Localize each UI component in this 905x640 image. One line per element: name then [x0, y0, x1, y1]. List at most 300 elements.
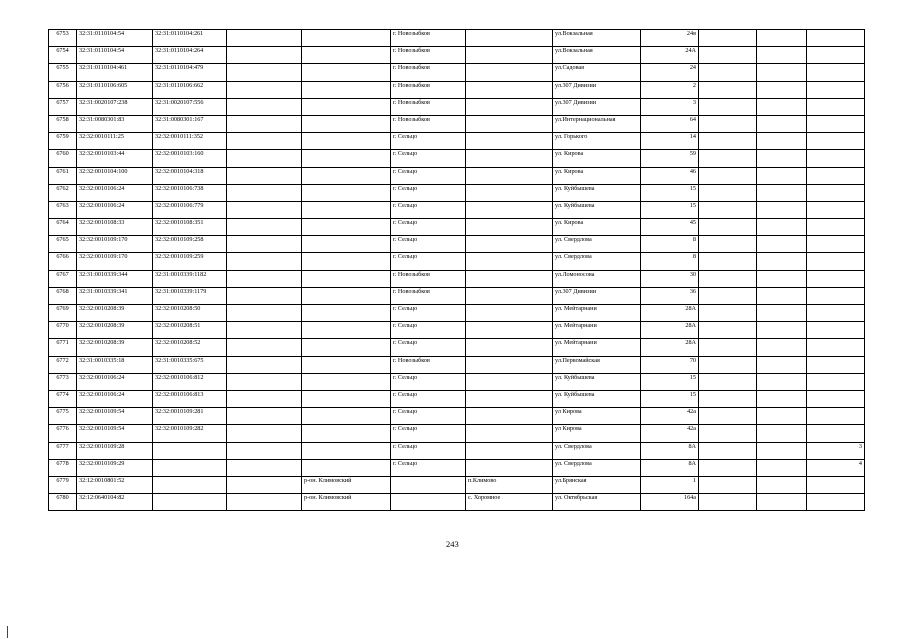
street-cell: ул.Брянская — [553, 476, 641, 493]
house-number-cell: 42а — [641, 408, 699, 425]
table-row — [49, 322, 865, 339]
settlement-cell: п.Климово — [466, 476, 553, 493]
settlement-cell — [466, 167, 553, 184]
cadastral-number-cell: 32:32:0010106:24 — [77, 390, 153, 407]
street-cell: ул. Мейтарнани — [553, 305, 641, 322]
object-cadastral-number-cell — [153, 459, 227, 476]
table-row — [49, 133, 865, 150]
object-cadastral-number-cell: 32:32:0010108:351 — [153, 219, 227, 236]
col-10-cell — [699, 373, 757, 390]
district-cell — [302, 459, 391, 476]
settlement-cell — [466, 305, 553, 322]
house-number-cell: 46 — [641, 167, 699, 184]
house-number-cell: 15 — [641, 184, 699, 201]
col-4-cell — [227, 373, 302, 390]
cadastral-number-cell: 32:32:0010106:24 — [77, 184, 153, 201]
col-10-cell — [699, 167, 757, 184]
cadastral-number-cell: 32:31:0010335:18 — [77, 356, 153, 373]
house-number-cell: 2 — [641, 81, 699, 98]
row-number-cell: 6772 — [49, 356, 77, 373]
street-cell: ул. Кирова — [553, 219, 641, 236]
col-10-cell — [699, 115, 757, 132]
object-cadastral-number-cell: 32:32:0010106:813 — [153, 390, 227, 407]
cadastral-number-cell: 32:32:0010106:24 — [77, 201, 153, 218]
col-4-cell — [227, 201, 302, 218]
settlement-cell — [466, 322, 553, 339]
district-cell — [302, 201, 391, 218]
house-number-cell: 1 — [641, 476, 699, 493]
col-11-cell — [757, 184, 807, 201]
row-number-cell: 6770 — [49, 322, 77, 339]
cadastral-number-cell: 32:31:0080301:83 — [77, 115, 153, 132]
col-4-cell — [227, 47, 302, 64]
settlement-cell — [466, 98, 553, 115]
object-cadastral-number-cell: 32:32:0010109:258 — [153, 236, 227, 253]
row-number-cell: 6753 — [49, 30, 77, 47]
street-cell: ул. Свердлова — [553, 253, 641, 270]
object-cadastral-number-cell — [153, 476, 227, 493]
city-cell: г. Сельцо — [391, 236, 466, 253]
col-11-cell — [757, 236, 807, 253]
cadastral-number-cell: 32:12:0010801:52 — [77, 476, 153, 493]
row-number-cell: 6756 — [49, 81, 77, 98]
object-cadastral-number-cell: 32:31:0010339:1182 — [153, 270, 227, 287]
col-4-cell — [227, 133, 302, 150]
row-number-cell: 6763 — [49, 201, 77, 218]
col-11-cell — [757, 322, 807, 339]
city-cell: г. Новозыбков — [391, 287, 466, 304]
cadastral-number-cell: 32:32:0010208:39 — [77, 339, 153, 356]
col-11-cell — [757, 494, 807, 511]
col-4-cell — [227, 270, 302, 287]
house-number-cell: 30 — [641, 270, 699, 287]
object-cadastral-number-cell — [153, 494, 227, 511]
cadastral-number-cell: 32:32:0010104:100 — [77, 167, 153, 184]
table-row — [49, 236, 865, 253]
col-11-cell — [757, 201, 807, 218]
col-12-cell — [807, 47, 865, 64]
col-10-cell — [699, 425, 757, 442]
district-cell — [302, 115, 391, 132]
street-cell: ул. Куйбышева — [553, 201, 641, 218]
cadastral-number-cell: 32:32:0010109:170 — [77, 236, 153, 253]
city-cell: г. Новозыбков — [391, 356, 466, 373]
house-number-cell: 36 — [641, 287, 699, 304]
cadastral-number-cell: 32:32:0010208:39 — [77, 322, 153, 339]
house-number-cell: 15 — [641, 390, 699, 407]
street-cell: ул. Свердлова — [553, 442, 641, 459]
object-cadastral-number-cell: 32:31:0110104:264 — [153, 47, 227, 64]
col-11-cell — [757, 408, 807, 425]
object-cadastral-number-cell: 32:32:0010111:352 — [153, 133, 227, 150]
table-row — [49, 201, 865, 218]
street-cell: ул.Садовая — [553, 64, 641, 81]
col-10-cell — [699, 476, 757, 493]
col-11-cell — [757, 442, 807, 459]
street-cell: ул. Кирова — [553, 150, 641, 167]
settlement-cell — [466, 184, 553, 201]
house-number-cell: 28А — [641, 339, 699, 356]
house-number-cell: 8А — [641, 442, 699, 459]
object-cadastral-number-cell: 32:31:0110106:662 — [153, 81, 227, 98]
row-number-cell: 6760 — [49, 150, 77, 167]
col-11-cell — [757, 98, 807, 115]
col-11-cell — [757, 115, 807, 132]
col-4-cell — [227, 356, 302, 373]
object-cadastral-number-cell: 32:31:0110104:479 — [153, 64, 227, 81]
settlement-cell — [466, 390, 553, 407]
table-row — [49, 270, 865, 287]
col-11-cell — [757, 64, 807, 81]
house-number-cell: 59 — [641, 150, 699, 167]
col-11-cell — [757, 305, 807, 322]
col-10-cell — [699, 236, 757, 253]
col-4-cell — [227, 339, 302, 356]
object-cadastral-number-cell: 32:32:0010208:52 — [153, 339, 227, 356]
col-11-cell — [757, 167, 807, 184]
object-cadastral-number-cell: 32:32:0010106:738 — [153, 184, 227, 201]
city-cell: г. Сельцо — [391, 150, 466, 167]
street-cell: ул Кирова — [553, 425, 641, 442]
street-cell: ул. Куйбышева — [553, 390, 641, 407]
district-cell — [302, 425, 391, 442]
object-cadastral-number-cell: 32:32:0010109:259 — [153, 253, 227, 270]
row-number-cell: 6778 — [49, 459, 77, 476]
col-4-cell — [227, 150, 302, 167]
object-cadastral-number-cell: 32:31:0010339:1179 — [153, 287, 227, 304]
object-cadastral-number-cell — [153, 442, 227, 459]
settlement-cell — [466, 64, 553, 81]
district-cell — [302, 47, 391, 64]
col-11-cell — [757, 81, 807, 98]
col-12-cell — [807, 373, 865, 390]
city-cell — [391, 494, 466, 511]
cadastral-number-cell: 32:32:0010208:39 — [77, 305, 153, 322]
col-12-cell — [807, 390, 865, 407]
table-row — [49, 287, 865, 304]
col-10-cell — [699, 201, 757, 218]
settlement-cell — [466, 425, 553, 442]
cadastral-number-cell: 32:32:0010106:24 — [77, 373, 153, 390]
city-cell: г. Сельцо — [391, 253, 466, 270]
col-12-cell — [807, 64, 865, 81]
col-12-cell — [807, 425, 865, 442]
city-cell: г. Сельцо — [391, 425, 466, 442]
col-12-cell — [807, 494, 865, 511]
city-cell: г. Новозыбков — [391, 115, 466, 132]
table-row — [49, 494, 865, 511]
col-4-cell — [227, 253, 302, 270]
cadastral-number-cell: 32:32:0010103:44 — [77, 150, 153, 167]
col-12-cell — [807, 356, 865, 373]
row-number-cell: 6773 — [49, 373, 77, 390]
street-cell: ул. Куйбышева — [553, 184, 641, 201]
col-4-cell — [227, 64, 302, 81]
district-cell — [302, 322, 391, 339]
street-cell: ул. Мейтарнани — [553, 339, 641, 356]
settlement-cell — [466, 150, 553, 167]
row-number-cell: 6767 — [49, 270, 77, 287]
object-cadastral-number-cell: 32:31:0080301:167 — [153, 115, 227, 132]
settlement-cell — [466, 133, 553, 150]
col-11-cell — [757, 47, 807, 64]
street-cell: ул. Свердлова — [553, 459, 641, 476]
col-12-cell — [807, 305, 865, 322]
col-12-cell — [807, 167, 865, 184]
page-number: 243 — [446, 539, 459, 549]
street-cell: ул.307 Дивизии — [553, 98, 641, 115]
cadastral-number-cell: 32:32:0010111:25 — [77, 133, 153, 150]
table-row — [49, 64, 865, 81]
row-number-cell: 6771 — [49, 339, 77, 356]
col-10-cell — [699, 81, 757, 98]
object-cadastral-number-cell: 32:31:0010335:675 — [153, 356, 227, 373]
district-cell — [302, 133, 391, 150]
table-row — [49, 459, 865, 476]
col-10-cell — [699, 219, 757, 236]
district-cell — [302, 356, 391, 373]
register-table — [48, 29, 865, 511]
city-cell: г. Сельцо — [391, 305, 466, 322]
col-11-cell — [757, 339, 807, 356]
table-row — [49, 339, 865, 356]
object-cadastral-number-cell: 32:32:0010208:51 — [153, 322, 227, 339]
col-11-cell — [757, 30, 807, 47]
col-4-cell — [227, 98, 302, 115]
house-number-cell: 14 — [641, 133, 699, 150]
row-number-cell: 6768 — [49, 287, 77, 304]
district-cell: р-он. Климовский — [302, 476, 391, 493]
row-number-cell: 6766 — [49, 253, 77, 270]
city-cell: г. Сельцо — [391, 133, 466, 150]
col-11-cell — [757, 270, 807, 287]
col-4-cell — [227, 476, 302, 493]
col-12-cell — [807, 219, 865, 236]
col-12-cell — [807, 287, 865, 304]
settlement-cell — [466, 253, 553, 270]
house-number-cell: 28А — [641, 322, 699, 339]
col-12-cell — [807, 201, 865, 218]
table-row — [49, 167, 865, 184]
street-cell: ул. Октябрьская — [553, 494, 641, 511]
col-10-cell — [699, 184, 757, 201]
city-cell — [391, 476, 466, 493]
city-cell: г. Сельцо — [391, 167, 466, 184]
table-row — [49, 425, 865, 442]
city-cell: г. Новозыбков — [391, 81, 466, 98]
table-row — [49, 408, 865, 425]
district-cell — [302, 253, 391, 270]
row-number-cell: 6757 — [49, 98, 77, 115]
object-cadastral-number-cell: 32:31:0020107:556 — [153, 98, 227, 115]
city-cell: г. Сельцо — [391, 219, 466, 236]
street-cell: ул. Горького — [553, 133, 641, 150]
col-10-cell — [699, 150, 757, 167]
settlement-cell: с. Хоромное — [466, 494, 553, 511]
house-number-cell: 64 — [641, 115, 699, 132]
city-cell: г. Сельцо — [391, 201, 466, 218]
col-10-cell — [699, 390, 757, 407]
cadastral-number-cell: 32:32:0010109:28 — [77, 442, 153, 459]
cadastral-number-cell: 32:32:0010109:29 — [77, 459, 153, 476]
col-10-cell — [699, 64, 757, 81]
col-12-cell — [807, 476, 865, 493]
street-cell: ул.Первомайская — [553, 356, 641, 373]
col-10-cell — [699, 133, 757, 150]
col-11-cell — [757, 356, 807, 373]
table-row — [49, 98, 865, 115]
table-row — [49, 30, 865, 47]
street-cell: ул. Куйбышева — [553, 373, 641, 390]
col-4-cell — [227, 115, 302, 132]
col-10-cell — [699, 356, 757, 373]
district-cell: р-он. Климовский — [302, 494, 391, 511]
street-cell: ул.Интернациональная — [553, 115, 641, 132]
street-cell: ул.Вокзальная — [553, 30, 641, 47]
house-number-cell: 45 — [641, 219, 699, 236]
settlement-cell — [466, 236, 553, 253]
street-cell: ул. Мейтарнани — [553, 322, 641, 339]
col-12-cell — [807, 322, 865, 339]
city-cell: г. Сельцо — [391, 322, 466, 339]
district-cell — [302, 236, 391, 253]
cadastral-number-cell: 32:31:0110106:605 — [77, 81, 153, 98]
row-number-cell: 6769 — [49, 305, 77, 322]
col-12-cell — [807, 133, 865, 150]
col-10-cell — [699, 339, 757, 356]
col-10-cell — [699, 494, 757, 511]
house-number-cell: 24 — [641, 64, 699, 81]
district-cell — [302, 150, 391, 167]
settlement-cell — [466, 270, 553, 287]
table-row — [49, 253, 865, 270]
cadastral-number-cell: 32:31:0110104:54 — [77, 30, 153, 47]
col-11-cell — [757, 476, 807, 493]
table-row — [49, 184, 865, 201]
city-cell: г. Новозыбков — [391, 64, 466, 81]
settlement-cell — [466, 201, 553, 218]
city-cell: г. Новозыбков — [391, 98, 466, 115]
col-4-cell — [227, 167, 302, 184]
object-cadastral-number-cell: 32:32:0010208:50 — [153, 305, 227, 322]
table-row — [49, 390, 865, 407]
row-number-cell: 6777 — [49, 442, 77, 459]
row-number-cell: 6755 — [49, 64, 77, 81]
row-number-cell: 6764 — [49, 219, 77, 236]
cadastral-number-cell: 32:31:0110104:54 — [77, 47, 153, 64]
col-11-cell — [757, 425, 807, 442]
table-row — [49, 47, 865, 64]
district-cell — [302, 98, 391, 115]
settlement-cell — [466, 30, 553, 47]
cadastral-number-cell: 32:32:0010109:54 — [77, 408, 153, 425]
col-10-cell — [699, 98, 757, 115]
cadastral-number-cell: 32:32:0010109:170 — [77, 253, 153, 270]
col-12-cell — [807, 184, 865, 201]
col-12-cell — [807, 150, 865, 167]
district-cell — [302, 184, 391, 201]
district-cell — [302, 408, 391, 425]
city-cell: г. Новозыбков — [391, 30, 466, 47]
row-number-cell: 6765 — [49, 236, 77, 253]
house-number-cell: 8 — [641, 253, 699, 270]
col-4-cell — [227, 494, 302, 511]
cadastral-number-cell: 32:31:0010339:341 — [77, 287, 153, 304]
district-cell — [302, 373, 391, 390]
street-cell: ул Кирова — [553, 408, 641, 425]
col-12-cell — [807, 339, 865, 356]
city-cell: г. Новозыбков — [391, 270, 466, 287]
district-cell — [302, 339, 391, 356]
col-11-cell — [757, 459, 807, 476]
settlement-cell — [466, 219, 553, 236]
table-row — [49, 476, 865, 493]
street-cell: ул. Кирова — [553, 167, 641, 184]
cadastral-number-cell: 32:31:0110104:461 — [77, 64, 153, 81]
settlement-cell — [466, 81, 553, 98]
settlement-cell — [466, 339, 553, 356]
row-number-cell: 6761 — [49, 167, 77, 184]
city-cell: г. Сельцо — [391, 184, 466, 201]
house-number-cell: 28А — [641, 305, 699, 322]
house-number-cell: 164а — [641, 494, 699, 511]
city-cell: г. Сельцо — [391, 390, 466, 407]
col-4-cell — [227, 30, 302, 47]
row-number-cell: 6779 — [49, 476, 77, 493]
table-row — [49, 115, 865, 132]
col-4-cell — [227, 81, 302, 98]
district-cell — [302, 305, 391, 322]
col-10-cell — [699, 47, 757, 64]
col-10-cell — [699, 459, 757, 476]
scan-edge-mark — [7, 626, 8, 638]
col-10-cell — [699, 305, 757, 322]
settlement-cell — [466, 459, 553, 476]
street-cell: ул.307 Дивизии — [553, 287, 641, 304]
object-cadastral-number-cell: 32:32:0010106:779 — [153, 201, 227, 218]
city-cell: г. Сельцо — [391, 373, 466, 390]
col-4-cell — [227, 219, 302, 236]
col-12-cell — [807, 81, 865, 98]
col-10-cell — [699, 253, 757, 270]
col-4-cell — [227, 184, 302, 201]
house-number-cell: 15 — [641, 373, 699, 390]
object-cadastral-number-cell: 32:32:0010109:282 — [153, 425, 227, 442]
table-row — [49, 81, 865, 98]
settlement-cell — [466, 356, 553, 373]
col-4-cell — [227, 390, 302, 407]
col-11-cell — [757, 219, 807, 236]
col-4-cell — [227, 425, 302, 442]
house-number-cell: 3 — [641, 98, 699, 115]
city-cell: г. Новозыбков — [391, 47, 466, 64]
col-4-cell — [227, 236, 302, 253]
settlement-cell — [466, 442, 553, 459]
table-row — [49, 150, 865, 167]
col-10-cell — [699, 408, 757, 425]
table-row — [49, 373, 865, 390]
house-number-cell: 24в — [641, 30, 699, 47]
col-11-cell — [757, 253, 807, 270]
district-cell — [302, 390, 391, 407]
cadastral-number-cell: 32:32:0010108:33 — [77, 219, 153, 236]
city-cell: г. Сельцо — [391, 459, 466, 476]
col-12-cell — [807, 98, 865, 115]
col-12-cell — [807, 30, 865, 47]
col-10-cell — [699, 442, 757, 459]
col-12-cell — [807, 253, 865, 270]
table-row — [49, 305, 865, 322]
